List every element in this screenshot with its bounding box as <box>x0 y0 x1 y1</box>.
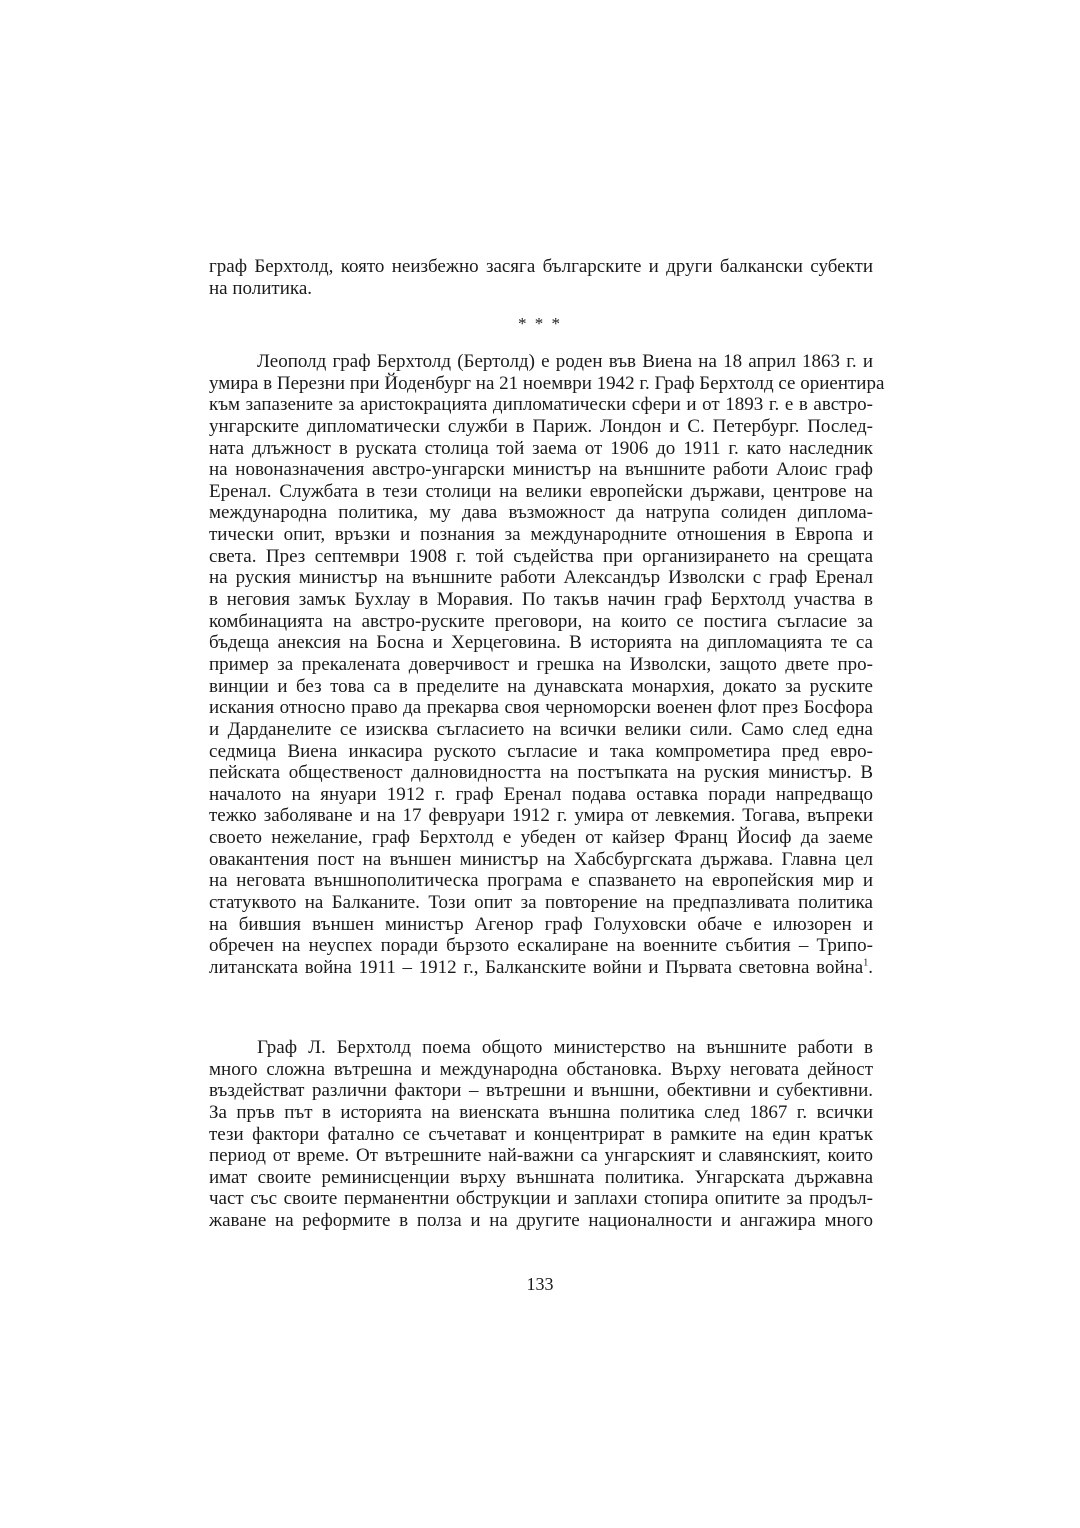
text-line: имат своите реминисценции върху външната политика. Унгарската държавна <box>209 1166 873 1188</box>
text-line: овакантения пост на външен министър на Хабсбургската държава. Главна цел <box>209 848 873 870</box>
text-line: За пръв път в историята на виенската външна политика след 1867 г. всички <box>209 1101 873 1123</box>
text-line: света. През септември 1908 г. той съдейства при организирането на срещата <box>209 545 873 567</box>
text-line: Еренал. Службата в тези столици на велики европейски държави, центрове на <box>209 480 873 502</box>
text-line: много сложна вътрешна и международна обстановка. Върху неговата дейност <box>209 1058 873 1080</box>
page-number: 133 <box>526 1274 554 1294</box>
text-line-final-text: литанската война 1911 – 1912 г., Балканските войни и Първата световна война <box>209 956 864 978</box>
text-line: винции и без това са в пределите на дунавската монархия, докато за руските <box>209 675 873 697</box>
text-line: международна политика, му дава възможност да натрупа солиден диплома- <box>209 502 873 524</box>
intro-paragraph <box>209 256 873 299</box>
paragraph-berchtold-biography <box>209 351 885 979</box>
text-line: жаване на реформите в полза и на другите националности и ангажира много <box>209 1210 873 1232</box>
sentence-end: . <box>868 956 873 978</box>
text-line: в неговия замък Бухлау в Моравия. По такъв начин граф Берхтолд участва в <box>209 589 873 611</box>
text-line: Граф Л. Берхтолд поема общото министерство на външните работи в <box>257 1037 873 1058</box>
text-line: бъдеща анексия на Босна и Херцеговина. В историята на дипломацията те са <box>209 632 873 654</box>
text-line: тези фактори фатално се съчетават и концентрират в рамките на един кратък <box>209 1123 873 1145</box>
text-line: и Дарданелите се изисква съгласието на всички велики сили. Само след една <box>209 718 873 740</box>
text-line: обречен на неуспех поради бързото ескалиране на военните събития – Трипо- <box>209 935 873 957</box>
text-line: граф Берхтолд, която неизбежно засяга българските и други балкански субекти <box>209 256 873 277</box>
text-line: статуквото на Балканите. Този опит за повторение на предпазливата политика <box>209 892 873 914</box>
text-line: на бившия външен министър Агенор граф Голуховски обаче е илюзорен и <box>209 913 873 935</box>
paragraph-berchtold-ministry <box>209 1037 873 1232</box>
section-separator: * * * <box>518 314 562 333</box>
text-line: на политика. <box>209 277 313 299</box>
text-line: началото на януари 1912 г. граф Еренал подава оставка поради напредващо <box>209 783 873 805</box>
text-line: тежко заболяване и на 17 февруари 1912 г. умира от левкемия. Тогава, въпреки <box>209 805 873 827</box>
text-line: искания относно право да прекарва своя черноморски военен флот през Босфора <box>209 697 873 719</box>
text-line: седмица Виена инкасира руското съгласие и така компрометира пред евро- <box>209 740 873 762</box>
text-line: на новоназначения австро-унгарски министър на външните работи Алоис граф <box>209 459 873 481</box>
text-line: ната длъжност в руската столица той заема от 1906 до 1911 г. като наследник <box>209 437 873 459</box>
text-line: на руския министър на външните работи Александър Изволски с граф Еренал <box>209 567 873 589</box>
text-line: своето нежелание, граф Берхтолд е убеден от кайзер Франц Йосиф да заеме <box>209 827 873 849</box>
text-line: пример за прекалената доверчивост и грешка на Изволски, защото двете про- <box>209 653 873 675</box>
footnote-reference[interactable]: 1 <box>863 957 869 969</box>
text-line: умира в Перезни при Йоденбург на 21 ноември 1942 г. Граф Берхтолд се ориентира <box>209 372 885 394</box>
text-line: тически опит, връзки и познания за международните отношения в Европа и <box>209 524 873 546</box>
text-line: Леополд граф Берхтолд (Бертолд) е роден във Виена на 18 април 1863 г. и <box>257 351 873 372</box>
text-line: към запазените за аристокрацията дипломатически сфери и от 1893 г. е в австро- <box>209 394 873 416</box>
text-line: на неговата външнополитическа програма е спазването на европейския мир и <box>209 870 873 892</box>
text-line: период от време. От вътрешните най-важни са унгарският и славянският, които <box>209 1145 873 1167</box>
text-line: унгарските дипломатически служби в Париж. Лондон и С. Петербург. Послед- <box>209 415 873 437</box>
text-line: комбинацията на австро-руските преговори, на които се постига съгласие за <box>209 610 873 632</box>
text-line-final <box>209 957 873 979</box>
text-line: пейската общественост далновидността на постъпката на руския министър. В <box>209 762 873 784</box>
text-line: въздействат различни фактори – вътрешни и външни, обективни и субективни. <box>209 1080 873 1102</box>
text-line: част със своите перманентни обструкции и заплахи стопира опитите за продъл- <box>209 1188 873 1210</box>
